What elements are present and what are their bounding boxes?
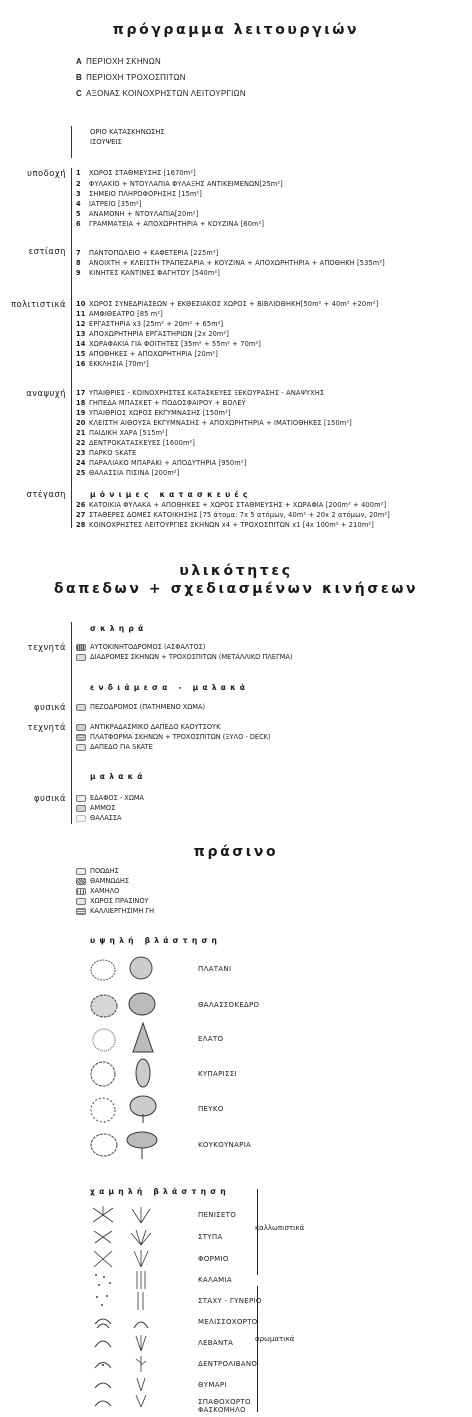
- program-row: 1 ΧΩΡΟΣ ΣΤΑΘΜΕΥΣΗΣ [1670m²]: [76, 169, 196, 177]
- iris-elevation-icon: [134, 1394, 148, 1408]
- sand-swatch: [76, 805, 86, 812]
- shrub-label: ΦΟΡΜΙΟ: [198, 1255, 229, 1263]
- program-row: 9 ΚΙΝΗΤΕΣ ΚΑΝΤΙΝΕΣ ΦΑΓΗΤΟΥ [540m²]: [76, 269, 220, 277]
- stipa-elevation-icon: [130, 1228, 152, 1246]
- cat-mid-natural: φυσικά: [34, 702, 66, 712]
- lemon-balm-icon: [93, 1314, 113, 1330]
- program-row: 23 ΠΑΡΚΟ SKATE: [76, 449, 137, 457]
- cat-soft-natural: φυσικά: [34, 793, 66, 803]
- program-row: 13 ΑΠΟΧΩΡΗΤΗΡΙΑ ΕΡΓΑΣΤΗΡΙΩΝ [2x 20m²]: [76, 330, 230, 338]
- program-row: 5 ΑΝΑΜΟΝΗ + ΝΤΟΥΛΑΠΙΑ[20m²]: [76, 210, 199, 218]
- soft-heading: μαλακά: [90, 772, 147, 781]
- pine-elevation-icon: [128, 1094, 158, 1124]
- material-earth: ΕΔΑΦΟΣ - ΧΩΜΑ: [76, 794, 144, 802]
- plane-tree-icon: [90, 958, 116, 982]
- shrub-label: ΚΑΛΑΜΙΑ: [198, 1276, 232, 1284]
- cypress-icon: [90, 1061, 116, 1087]
- material-asphalt: ΑΥΤΟΚΙΝΗΤΟΔΡΟΜΟΣ (ΑΣΦΑΛΤΟΣ): [76, 643, 205, 651]
- tree-label: ΠΕΥΚΟ: [198, 1105, 224, 1113]
- shrub-label: ΘΥΜΑΡΙ: [198, 1381, 227, 1389]
- cat-stegasi: στέγαση: [26, 489, 66, 499]
- tree-label: ΘΑΛΑΣΣΟΚΕΔΡΟ: [198, 1001, 260, 1009]
- fir-elevation-icon: [132, 1022, 154, 1054]
- cypress-elevation-icon: [134, 1058, 152, 1090]
- decorative-bracket: [249, 1189, 258, 1275]
- tree-label: ΕΛΑΤΟ: [198, 1035, 224, 1043]
- fir-icon: [92, 1028, 116, 1052]
- program-row: 7 ΠΑΝΤΟΠΩΛΕΙΟ + ΚΑΦΕΤΕΡΙΑ [225m²]: [76, 249, 219, 257]
- cat-estiasi: εστίαση: [28, 246, 66, 256]
- decorative-label: καλλωπιστικά: [255, 1224, 305, 1232]
- program-row: 25 ΘΑΛΑΣΣΙΑ ΠΙΣΙΝΑ [200m²]: [76, 469, 180, 477]
- program-row: 10 ΧΩΡΟΣ ΣΥΝΕΔΡΙΑΣΕΩΝ + ΕΚΘΕΣΙΑΚΟΣ ΧΩΡΟΣ + ΒΙΒΛΙΟΘΗΚΗ[50m² + 40m² +20m²]: [76, 300, 379, 308]
- earth-swatch: [76, 795, 86, 802]
- farmland-swatch: [76, 908, 86, 915]
- green-shrub: ΘΑΜΝΩΔΗΣ: [76, 877, 129, 885]
- plane-tree-elevation-icon: [128, 956, 154, 982]
- materials-title-1: υλικότητες: [179, 563, 293, 579]
- aromatic-label: αρωματικά: [255, 1335, 295, 1343]
- deck-swatch: [76, 734, 86, 741]
- program-row: 18 ΓΗΠΕΔΑ ΜΠΑΣΚΕΤ + ΠΟΔΟΣΦΑΙΡΟΥ + ΒΟΛΕΫ: [76, 399, 246, 407]
- program-row: 19 ΥΠΑΙΘΡΙΟΣ ΧΩΡΟΣ ΕΚΓΥΜΝΑΣΗΣ [150m²]: [76, 409, 231, 417]
- grass-swatch: [76, 868, 86, 875]
- program-row: 6 ΓΡΑΜΜΑΤΕΙΑ + ΑΠΟΧΩΡΗΤΗΡΙΑ + ΚΟΥΖΙΝΑ [60m²]: [76, 220, 265, 228]
- thyme-icon: [93, 1376, 113, 1392]
- program-row: 8 ΑΝΟΙΧΤΗ + ΚΛΕΙΣΤΗ ΤΡΑΠΕΖΑΡΙΑ + ΚΟΥΖΙΝΑ + ΑΠΟΧΩΡΗΤΗΡΙΑ + ΑΠΟΘΗΚΗ [535m²]: [76, 259, 385, 267]
- zone-a: A ΠΕΡΙΟΧΗ ΣΚΗΝΩΝ: [76, 56, 161, 66]
- shrub-swatch: [76, 878, 86, 885]
- iris-icon: [93, 1395, 113, 1409]
- pampas-icon: [92, 1292, 114, 1310]
- program-row: 4 ΙΑΤΡΕΙΟ [35m²]: [76, 200, 142, 208]
- reed-icon: [92, 1271, 114, 1289]
- green-space: ΧΩΡΟΣ ΠΡΑΣΙΝΟΥ: [76, 897, 149, 905]
- permanent-structures-heading: μόνιμες κατασκευές: [90, 490, 252, 499]
- thyme-elevation-icon: [134, 1376, 148, 1392]
- materials-title-2: δαπεδων + σχεδιασμένων κινήσεων: [53, 581, 419, 597]
- rubber-swatch: [76, 724, 86, 731]
- note-contours: ΙΣΟΥΨΕΙΣ: [90, 138, 122, 146]
- material-metal-grid: ΔΙΑΔΡΟΜΕΣ ΣΚΗΝΩΝ + ΤΡΟΧΟΣΠΙΤΩΝ (ΜΕΤΑΛΛΙΚΟ ΠΛΕΓΜΑ): [76, 653, 293, 661]
- lemon-balm-elevation-icon: [131, 1314, 151, 1330]
- stone-pine-elevation-icon: [126, 1130, 158, 1160]
- pine-icon: [90, 1097, 116, 1123]
- program-row: 2 ΦΥΛΑΚΙΟ + ΝΤΟΥΛΑΠΙΑ ΦΥΛΑΞΗΣ ΑΝΤΙΚΕΙΜΕΝΩΝ[25m²]: [76, 180, 283, 188]
- reed-elevation-icon: [134, 1270, 148, 1290]
- metal-grid-swatch: [76, 654, 86, 661]
- hard-heading: σκληρά: [90, 624, 148, 633]
- material-sea: ΘΑΛΑΣΣΑ: [76, 814, 122, 822]
- cat-ypodoxi: υποδοχή: [27, 168, 66, 178]
- notes-rule: [71, 126, 72, 158]
- program-row: 20 ΚΛΕΙΣΤΗ ΑΙΘΟΥΣΑ ΕΚΓΥΜΝΑΣΗΣ + ΑΠΟΧΩΡΗΤΗΡΙΑ + ΙΜΑΤΙΟΘΗΚΕΣ [150m²]: [76, 419, 352, 427]
- lavender-elevation-icon: [133, 1334, 149, 1352]
- low-swatch: [76, 888, 86, 895]
- stone-pine-icon: [90, 1132, 118, 1158]
- pennisetum-elevation-icon: [130, 1206, 152, 1224]
- material-rubber: ΑΝΤΙΚΡΑΔΑΣΜΙΚΟ ΔΑΠΕΔΟ ΚΑΟΥΤΣΟΥΚ: [76, 723, 220, 731]
- skate-swatch: [76, 744, 86, 751]
- zone-b: B ΠΕΡΙΟΧΗ ΤΡΟΧΟΣΠΙΤΩΝ: [76, 72, 186, 82]
- program-row: 15 ΑΠΟΘΗΚΕΣ + ΑΠΟΧΩΡΗΤΗΡΙΑ [20m²]: [76, 350, 218, 358]
- program-row: 22 ΔΕΝΤΡΟΚΑΤΑΣΚΕΥΕΣ [1600m²]: [76, 439, 196, 447]
- green-title: πράσινο: [193, 844, 279, 860]
- asphalt-swatch: [76, 644, 86, 651]
- shrub-label: ΣΤΑΧΥ - ΓΥΝΕΡΙΟ: [198, 1297, 262, 1305]
- tree-label: ΚΟΥΚΟΥΝΑΡΙΑ: [198, 1141, 252, 1149]
- high-vegetation-heading: υψηλή βλάστηση: [90, 936, 222, 945]
- shrub-label: ΦΑΣΚΟΜΗΛΟ: [198, 1406, 246, 1414]
- program-row: 24 ΠΑΡΑΛΙΑΚΟ ΜΠΑΡΑΚΙ + ΑΠΟΔΥΤΗΡΙΑ [950m²]: [76, 459, 247, 467]
- program-row: 17 ΥΠΑΙΘΡΙΕΣ - ΚΟΙΝΟΧΡΗΣΤΕΣ ΚΑΤΑΣΚΕΥΕΣ ΞΕΚΟΥΡΑΣΗΣ - ΑΝΑΨΥΧΗΣ: [76, 389, 325, 397]
- phormium-elevation-icon: [130, 1250, 152, 1268]
- program-row: 16 ΕΚΚΛΗΣΙΑ [70m²]: [76, 360, 149, 368]
- pennisetum-icon: [92, 1206, 114, 1224]
- rosemary-icon: [93, 1356, 113, 1372]
- shrub-label: ΣΠΑΘΟΧΟΡΤΟ: [198, 1398, 251, 1406]
- note-camp-boundary: ΟΡΙΟ ΚΑΤΑΣΚΗΝΩΣΗΣ: [90, 128, 165, 136]
- green-farmland: ΚΑΛΛΙΕΡΓΗΣΙΜΗ ΓΗ: [76, 907, 154, 915]
- material-packed-soil: ΠΕΖΟΔΡΟΜΟΣ (ΠΑΤΗΜΕΝΟ ΧΩΜΑ): [76, 703, 205, 711]
- sea-swatch: [76, 815, 86, 822]
- shrub-label: ΜΕΛΙΣΣΟΧΟΡΤΟ: [198, 1318, 258, 1326]
- material-sand: ΑΜΜΟΣ: [76, 804, 115, 812]
- rosemary-elevation-icon: [134, 1355, 148, 1373]
- cat-politistika: πολιτιστικά: [11, 299, 66, 309]
- cedar-icon: [90, 993, 118, 1019]
- program-row: 21 ΠΑΙΔΙΚΗ ΧΑΡΑ [515m²]: [76, 429, 168, 437]
- medium-heading: ενδιάμεσα - μαλακά: [90, 683, 250, 692]
- green-low: ΧΑΜΗΛΟ: [76, 887, 119, 895]
- cat-mid-artificial: τεχνητά: [27, 722, 66, 732]
- program-row: 27 ΣΤΑΘΕΡΕΣ ΔΟΜΕΣ ΚΑΤΟΙΚΗΣΗΣ [75 άτομα: 7x 5 ατόμων, 40m² + 20x 2 ατόμων, 20m²]: [76, 511, 390, 519]
- cedar-elevation-icon: [128, 992, 156, 1018]
- program-row: 11 ΑΜΦΙΘΕΑΤΡΟ [85 m²]: [76, 310, 163, 318]
- green-grass: ΠΟΩΔΗΣ: [76, 867, 119, 875]
- shrub-label: ΠΕΝΙΣΕΤΟ: [198, 1211, 237, 1219]
- shrub-label: ΣΤΥΠΑ: [198, 1233, 223, 1241]
- program-row: 3 ΣΗΜΕΙΟ ΠΛΗΡΟΦΟΡΗΣΗΣ [15m²]: [76, 190, 203, 198]
- packed-soil-swatch: [76, 704, 86, 711]
- program-rule: [71, 168, 72, 528]
- aromatic-bracket: [249, 1286, 258, 1412]
- tree-label: ΚΥΠΑΡΙΣΣΙ: [198, 1070, 237, 1078]
- tree-label: ΠΛΑΤΑΝΙ: [198, 965, 232, 973]
- program-title: πρόγραμμα λειτουργιών: [112, 22, 360, 38]
- cat-anapsyxi: αναψυχή: [26, 388, 66, 398]
- zone-c: C ΑΞΟΝΑΣ ΚΟΙΝΟΧΡΗΣΤΩΝ ΛΕΙΤΟΥΡΓΙΩΝ: [76, 88, 246, 98]
- lavender-icon: [93, 1335, 113, 1351]
- stipa-icon: [92, 1228, 114, 1246]
- shrub-label: ΛΕΒΑΝΤΑ: [198, 1339, 234, 1347]
- cat-hard-artificial: τεχνητά: [27, 642, 66, 652]
- program-row: 14 ΧΩΡΑΦΑΚΙΑ ΓΙΑ ΦΟΙΤΗΤΕΣ [35m² + 55m² + 70m²]: [76, 340, 262, 348]
- green-space-swatch: [76, 898, 86, 905]
- low-vegetation-heading: χαμηλή βλάστηση: [90, 1187, 230, 1196]
- shrub-label: ΔΕΝΤΡΟΛΙΒΑΝΟ: [198, 1360, 258, 1368]
- material-deck: ΠΛΑΤΦΟΡΜΑ ΣΚΗΝΩΝ + ΤΡΟΧΟΣΠΙΤΩΝ (ΞΥΛΟ - DECK): [76, 733, 271, 741]
- material-skate: ΔΑΠΕΔΟ ΓΙΑ SKATE: [76, 743, 153, 751]
- program-row: 26 ΚΑΤΟΙΚΙΑ ΦΥΛΑΚΑ + ΑΠΟΘΗΚΕΣ + ΧΩΡΟΣ ΣΤΑΘΜΕΥΣΗΣ + ΧΩΡΑΦΙΑ [200m² + 400m²]: [76, 501, 387, 509]
- program-row: 28 ΚΟΙΝΟΧΡΗΣΤΕΣ ΛΕΙΤΟΥΡΓΙΕΣ ΣΚΗΝΩΝ x4 + ΤΡΟΧΟΣΠΙΤΩΝ x1 [4x 100m² + 210m²]: [76, 521, 374, 529]
- program-row: 12 ΕΡΓΑΣΤΗΡΙΑ x3 [25m² + 20m² + 65m²]: [76, 320, 224, 328]
- phormium-icon: [92, 1250, 114, 1268]
- materials-rule: [71, 622, 72, 824]
- pampas-elevation-icon: [134, 1291, 148, 1311]
